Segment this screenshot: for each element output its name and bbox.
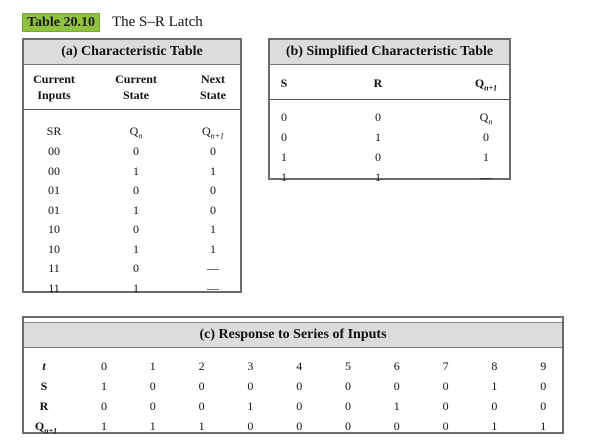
series-r-cell: 0 [345, 399, 351, 413]
header-current-state-line2: State [123, 88, 149, 102]
table-row-cell: 00 [48, 144, 60, 158]
table-row-s: 1 [281, 150, 287, 164]
header-q-next [466, 75, 506, 96]
series-r-cell: 0 [540, 399, 547, 413]
table-row-s: 0 [281, 130, 287, 144]
response-table-title: (c) Response to Series of Inputs [24, 322, 562, 348]
label-row-current-base: Q [129, 124, 139, 138]
series-s-cell: 1 [101, 379, 107, 393]
header-q-base: Q [474, 76, 485, 90]
series-t-cell: 9 [540, 359, 547, 373]
label-row-current-sub: n [138, 131, 143, 141]
header-q-sub: n+1 [484, 83, 498, 93]
header-current-inputs-line2: Inputs [37, 88, 71, 102]
q-base: Q [479, 110, 489, 124]
series-q-cell: 0 [296, 419, 303, 433]
series-q-cell: 1 [198, 419, 205, 433]
table-row-cell: 00 [48, 163, 60, 178]
header-current-state [110, 71, 162, 103]
table-row-r: 1 [375, 170, 381, 184]
series-s-cell: 0 [393, 379, 400, 393]
series-t-cell: 1 [149, 359, 156, 373]
table-row-r: 0 [375, 110, 381, 124]
series-r-cell: 0 [101, 399, 107, 413]
series-s-cell: 0 [345, 379, 351, 393]
header-next-state-line1: Next [201, 72, 225, 86]
table-row-cell: 0 [133, 222, 139, 236]
simplified-table-title: (b) Simplified Characteristic Table [270, 40, 509, 65]
table-row-cell: 1 [133, 241, 139, 256]
series-r-cell: 1 [393, 399, 400, 413]
series-t-cell: 8 [491, 359, 498, 373]
row-label-q-base: Q [34, 419, 45, 433]
series-r-cell: 1 [247, 399, 254, 413]
table-row-cell: 01 [48, 183, 60, 197]
characteristic-table [22, 38, 242, 293]
simplified-characteristic-table [268, 38, 511, 184]
series-t-cell: 3 [247, 359, 254, 373]
table-row-cell: 0 [133, 261, 139, 275]
table-row-cell: 0 [210, 202, 216, 217]
table-row-cell: 0 [133, 144, 139, 158]
table-row-q: 1 [483, 150, 489, 164]
series-q-cell: 0 [393, 419, 400, 433]
table-row-q: 0 [483, 130, 489, 144]
table-row-cell: 11 [48, 261, 60, 275]
table-row-cell: — [207, 280, 219, 295]
row-label-t: t [42, 359, 46, 373]
table-row-cell: 1 [133, 280, 139, 295]
table-row-cell: 1 [210, 163, 216, 178]
q-sub: n [488, 117, 493, 127]
label-row-next-sub: n+1 [210, 131, 225, 141]
table-row-cell: 1 [210, 241, 216, 256]
series-q-cell: 1 [149, 419, 156, 433]
series-r-cell: 0 [442, 399, 449, 413]
header-s: S [280, 76, 288, 90]
series-s-cell: 0 [198, 379, 205, 393]
series-t-cell: 0 [101, 359, 107, 373]
series-q-cell: 1 [491, 419, 498, 433]
series-q-cell: 0 [345, 419, 351, 433]
label-row-inputs: SR [46, 124, 62, 138]
table-row-s: 1 [281, 170, 287, 184]
series-s-cell: 0 [247, 379, 254, 393]
header-next-state [188, 71, 238, 103]
table-row-cell: — [207, 261, 219, 275]
series-q-cell: 0 [247, 419, 254, 433]
series-s-cell: 0 [296, 379, 303, 393]
series-t-cell: 5 [345, 359, 351, 373]
series-s-cell: 0 [442, 379, 449, 393]
table-row-cell: 01 [48, 202, 60, 217]
series-t-cell: 4 [296, 359, 303, 373]
series-t-cell: 2 [198, 359, 205, 373]
table-caption-title: The S–R Latch [111, 13, 203, 30]
series-q-cell: 1 [540, 419, 547, 433]
table-row-r: 1 [375, 130, 381, 144]
row-label-q-sub: n+1 [44, 426, 58, 436]
header-next-state-line2: State [200, 88, 226, 102]
series-t-cell: 6 [393, 359, 400, 373]
series-r-cell: 0 [491, 399, 498, 413]
table-row-cell: 1 [133, 202, 139, 217]
label-row-next [188, 123, 238, 144]
series-s-cell: 0 [540, 379, 547, 393]
series-s-cell: 0 [149, 379, 156, 393]
header-divider [24, 109, 240, 110]
header-current-state-line1: Current [115, 72, 157, 86]
table-row-q: — [480, 170, 492, 184]
series-r-cell: 0 [198, 399, 205, 413]
table-row-cell: 10 [48, 241, 60, 256]
response-table [22, 316, 564, 434]
header-r: R [373, 76, 383, 90]
label-row-next-base: Q [201, 124, 211, 138]
table-row-cell: 10 [48, 222, 60, 236]
series-s-cell: 1 [491, 379, 498, 393]
header-current-inputs [28, 71, 80, 103]
table-row-cell: 1 [133, 163, 139, 178]
header-current-inputs-line1: Current [33, 72, 75, 86]
label-row-current [110, 123, 162, 144]
characteristic-table-title: (a) Characteristic Table [24, 40, 240, 65]
table-number-tag: Table 20.10 [22, 13, 100, 32]
table-row-r: 0 [375, 150, 381, 164]
header-divider [270, 99, 509, 100]
row-label-q [26, 418, 66, 439]
table-row-cell: 0 [210, 144, 216, 158]
series-t-cell: 7 [442, 359, 449, 373]
table-row-cell: 1 [210, 222, 216, 236]
table-caption [22, 12, 203, 32]
table-row-s: 0 [281, 110, 287, 124]
series-q-cell: 0 [442, 419, 449, 433]
table-row-q [466, 109, 506, 130]
row-label-s: S [40, 379, 48, 393]
row-label-r: R [39, 399, 49, 413]
table-row-cell: 0 [133, 183, 139, 197]
table-row-cell: 0 [210, 183, 216, 197]
series-q-cell: 1 [101, 419, 107, 433]
series-r-cell: 0 [296, 399, 303, 413]
table-row-cell: 11 [48, 280, 60, 295]
series-r-cell: 0 [149, 399, 156, 413]
